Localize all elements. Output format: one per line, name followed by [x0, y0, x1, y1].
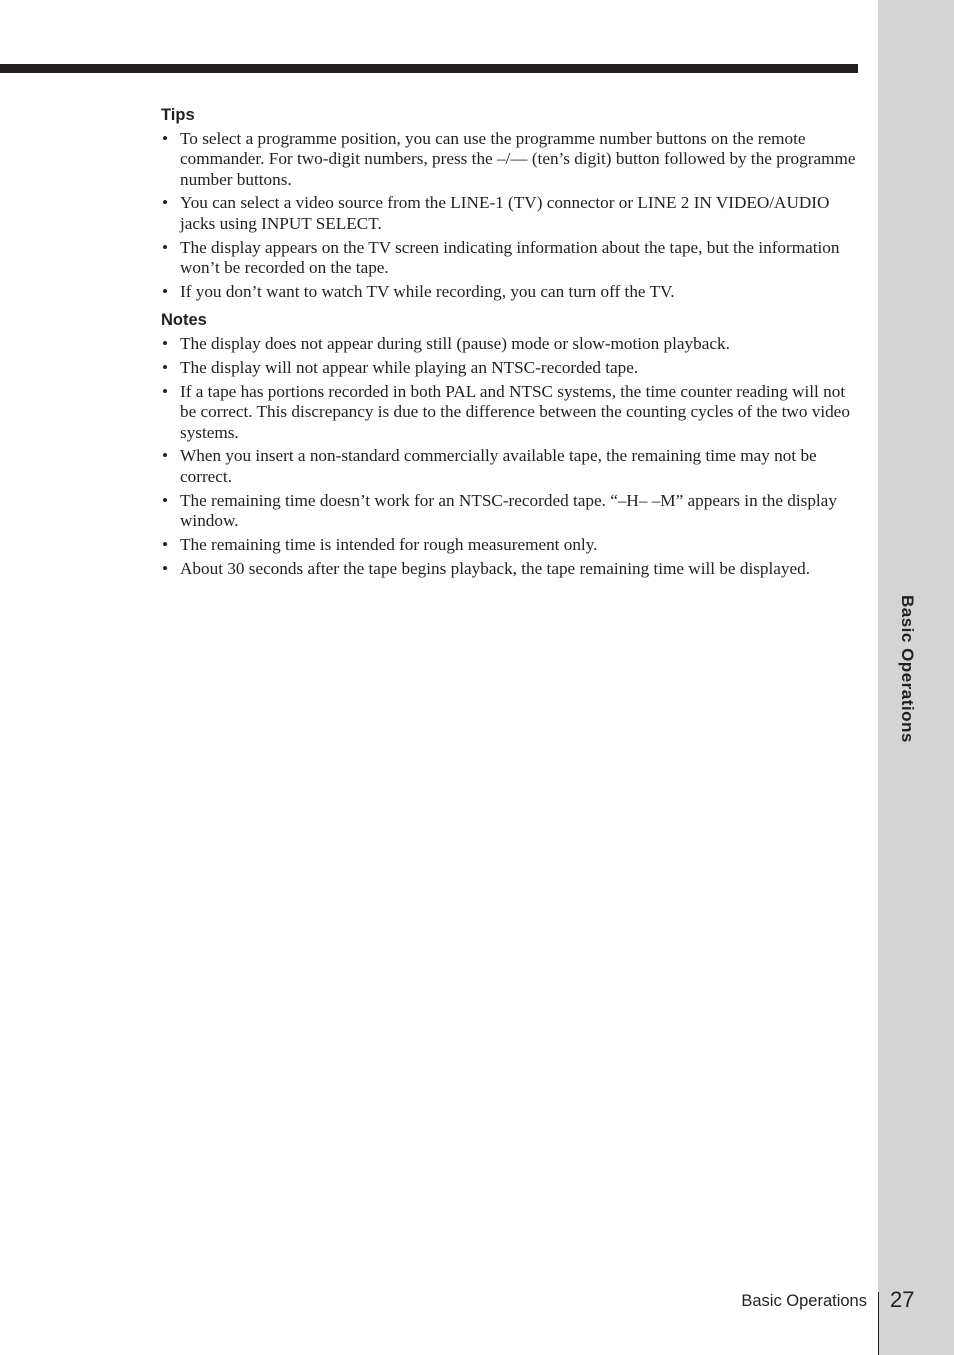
tip-text: The display appears on the TV screen indicating information about the tape, but the information won’t be recorded on the tape.	[180, 237, 840, 277]
note-item	[161, 334, 861, 354]
bullet-icon: •	[162, 381, 169, 401]
bullet-icon: •	[162, 334, 169, 354]
tip-item	[161, 282, 861, 302]
side-tab-label: Basic Operations	[898, 595, 917, 743]
top-rule	[0, 64, 858, 73]
bullet-icon: •	[162, 129, 169, 148]
bullet-icon: •	[162, 558, 169, 578]
footer-divider	[878, 1292, 879, 1355]
note-item	[161, 358, 861, 378]
tip-text: If you don’t want to watch TV while recording, you can turn off the TV.	[180, 281, 675, 301]
bullet-icon: •	[162, 193, 169, 213]
footer-section-label: Basic Operations	[741, 1292, 867, 1310]
note-text: The remaining time is intended for rough measurement only.	[180, 534, 598, 554]
note-text: The remaining time doesn’t work for an NTSC-recorded tape. “–H– –M” appears in the display window.	[180, 490, 837, 530]
bullet-icon: •	[162, 358, 169, 378]
note-text: About 30 seconds after the tape begins playback, the tape remaining time will be displayed.	[180, 558, 811, 578]
tip-item	[161, 193, 861, 234]
bullet-icon: •	[162, 281, 169, 301]
page-number: 27	[890, 1287, 915, 1312]
notes-heading: Notes	[161, 311, 207, 330]
bullet-icon: •	[162, 534, 169, 554]
bullet-icon: •	[162, 446, 169, 466]
note-item	[161, 491, 861, 532]
tip-item	[161, 238, 861, 279]
notes-list	[161, 334, 861, 579]
note-item	[161, 382, 861, 443]
note-item	[161, 559, 861, 579]
note-text: When you insert a non-standard commercially available tape, the remaining time may not be correct.	[180, 446, 817, 486]
tips-heading: Tips	[161, 106, 195, 124]
note-text: The display does not appear during still (pause) mode or slow-motion playback.	[180, 334, 730, 354]
note-item	[161, 446, 861, 487]
bullet-icon: •	[162, 490, 169, 510]
note-text: If a tape has portions recorded in both PAL and NTSC systems, the time counter reading will not be correct. This discrepancy is due to the difference between the counting cycles of the two video systems.	[180, 381, 850, 442]
note-item	[161, 535, 861, 555]
content	[161, 105, 861, 583]
tips-list	[161, 129, 861, 302]
tip-text: You can select a video source from the LINE-1 (TV) connector or LINE 2 IN VIDEO/AUDIO jacks using INPUT SELECT.	[180, 193, 830, 233]
note-text: The display will not appear while playing an NTSC-recorded tape.	[180, 358, 639, 378]
tip-item	[161, 129, 861, 190]
tip-text: To select a programme position, you can use the programme number buttons on the remote commander. For two-digit numbers, press the –/–– (ten’s digit) button followed by the programme number buttons.	[180, 129, 856, 189]
bullet-icon: •	[162, 237, 169, 257]
